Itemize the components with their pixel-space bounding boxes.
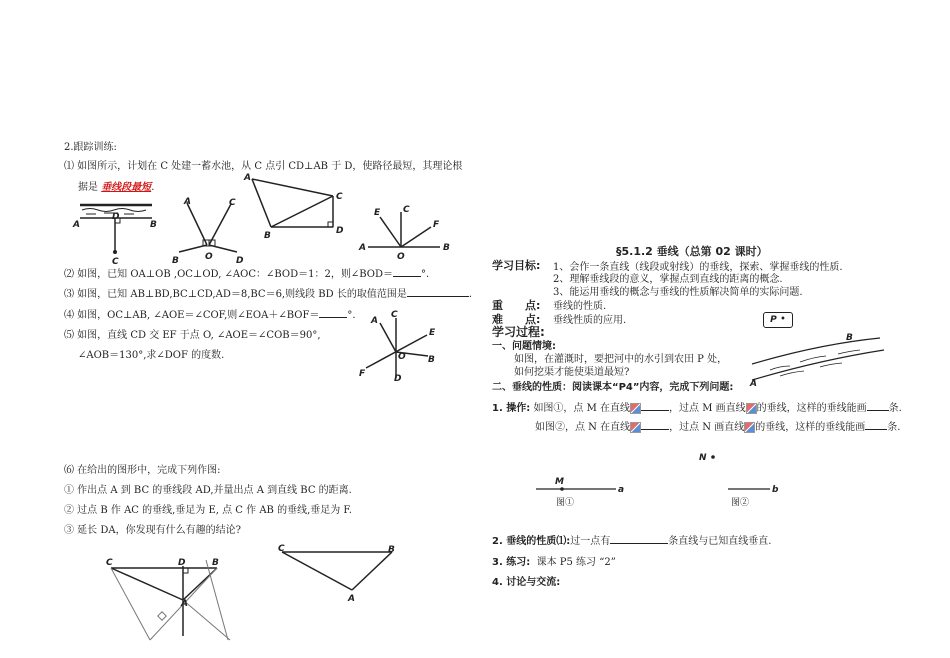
lesson-title: §5.1.2 垂线（总第 02 课时） — [616, 245, 768, 258]
fig2-label-n: N — [699, 453, 707, 463]
fig5-label-a: A — [371, 316, 378, 326]
q4-suffix: °. — [347, 310, 356, 321]
op2-text-c: 的垂线，这样的垂线能画 — [755, 422, 866, 433]
fig3-label-d: D — [336, 226, 344, 236]
fig5-label-e: E — [429, 328, 436, 338]
fig2-label-o: O — [205, 252, 213, 262]
river-label-a: A — [750, 379, 757, 389]
difficulty-label: 难 点: — [492, 313, 541, 326]
property-label: 2. 垂线的性质⑴: — [492, 536, 571, 547]
fig1-caption: 图① — [556, 498, 575, 508]
q1-answer: 垂线段最短 — [101, 182, 152, 193]
fig4-label-b: B — [443, 243, 450, 253]
channel-label-a: A — [73, 220, 80, 230]
fig4-label-a: A — [359, 243, 366, 253]
fig5-label-d: D — [394, 374, 402, 384]
property-text-a: 过一点有 — [570, 536, 611, 547]
fig5-label-f: F — [359, 369, 366, 379]
fig2-caption: 图② — [731, 498, 750, 508]
discussion-label: 4. 讨论与交流: — [492, 577, 561, 588]
q1-prefix: 据是 — [78, 182, 102, 193]
fig7-label-c: C — [278, 544, 285, 554]
exercise-row — [492, 553, 616, 568]
fig2-label-c: C — [229, 198, 236, 208]
fig6-label-a: A — [181, 599, 188, 609]
fig6-label-c: C — [106, 558, 113, 568]
op1-text-b: ，过点 M 画直线 — [669, 403, 746, 414]
q5-line1: ⑸ 如图，直线 CD 交 EF 于点 O, ∠AOE＝∠COB＝90°, — [64, 330, 321, 341]
exercise-label: 3. 练习: — [492, 557, 531, 568]
q1-line1: ⑴ 如图所示，计划在 C 处建一蓄水池，从 C 点引 CD⊥AB 于 D，使路径最短，其理论根 — [64, 161, 463, 172]
fig5-label-b: B — [428, 355, 435, 365]
op2-text-a: 如图②，点 N 在直线 — [535, 422, 631, 433]
q1-suffix: . — [151, 182, 155, 193]
channel-label-c: C — [112, 257, 119, 267]
fig2-label-d: D — [236, 256, 244, 266]
fig5-label-c: C — [391, 310, 398, 320]
q6-title: ⑹ 在给出的图形中，完成下列作图: — [64, 465, 221, 476]
fig6-label-d: D — [178, 558, 186, 568]
property-blank[interactable] — [610, 534, 668, 544]
q2-text: ⑵ 如图，已知 OA⊥OB ,OC⊥OD, ∠AOC：∠BOD＝1：2，则∠BOD＝ — [64, 269, 393, 280]
difficulty-text: 垂线性质的应用. — [553, 315, 627, 326]
op-label: 1. 操作: — [492, 403, 531, 414]
q3-text: ⑶ 如图，已知 AB⊥BD,BC⊥CD,AD＝8,BC＝6,则线段 BD 长的取值范围是 — [64, 289, 407, 300]
q6-item2: ② 过点 B 作 AC 的垂线,垂足为 E, 点 C 作 AB 的垂线,垂足为 F. — [64, 505, 352, 516]
p-box-label: P — [770, 315, 777, 325]
q3-suffix: . — [468, 289, 473, 300]
op1-text-a: 如图①，点 M 在直线 — [533, 403, 631, 414]
process-label: 学习过程: — [492, 325, 545, 339]
fig2-label-a: A — [184, 197, 191, 207]
part1-label: 一、问题情境: — [492, 341, 556, 352]
goal-2: 2、理解垂线段的意义，掌握点到直线的距离的概念. — [553, 274, 783, 285]
property-row — [492, 532, 771, 547]
q2-suffix: °. — [421, 269, 430, 280]
q4-text: ⑷ 如图，OC⊥AB, ∠AOE＝∠COF,则∠EOA＋∠BOF＝ — [64, 310, 320, 321]
fig4-label-c: C — [403, 205, 410, 215]
goals-label: 学习目标: — [492, 259, 541, 272]
fig2-label-b: b — [772, 485, 779, 495]
fig3-label-a: A — [244, 173, 251, 183]
key-text: 垂线的性质. — [553, 301, 607, 312]
fig1-label-m: M — [555, 477, 564, 487]
part1-text1: 如图，在灌溉时，要把河中的水引到农田 P 处， — [514, 354, 728, 365]
part1-text2: 如何挖渠才能使渠道最短? — [514, 367, 630, 378]
q5-line2: ∠AOB＝130°,求∠DOF 的度数. — [78, 350, 225, 361]
fig1-label-a: a — [618, 485, 625, 495]
op1-text-d: 条. — [888, 403, 902, 414]
fig5-label-o: O — [398, 352, 406, 362]
channel-label-d: D — [112, 212, 120, 222]
fig7-label-a: A — [348, 594, 355, 604]
op2-text-d: 条. — [887, 422, 901, 433]
fig4-label-e: E — [374, 208, 381, 218]
fig4-label-f: F — [433, 220, 440, 230]
channel-label-b: B — [150, 220, 157, 230]
q6-item3: ③ 延长 DA，你发现有什么有趣的结论? — [64, 525, 241, 536]
property-text-b: 条直线与已知直线垂直. — [668, 536, 772, 547]
goal-3: 3、能运用垂线的概念与垂线的性质解决简单的实际问题. — [553, 287, 803, 298]
exercise-text: 课本 P5 练习 “2” — [536, 557, 616, 568]
key-label: 重 点: — [492, 299, 541, 312]
fig2-label-b: B — [172, 256, 179, 266]
fig3-label-b: B — [264, 231, 271, 241]
q6-item1: ① 作出点 A 到 BC 的垂线段 AD,并量出点 A 到直线 BC 的距离. — [64, 485, 352, 496]
op1-text-c: 的垂线，这样的垂线能画 — [756, 403, 867, 414]
part2-label: 二、垂线的性质：阅读课本“P4”内容，完成下列问题: — [492, 382, 734, 393]
p-box: P • — [763, 312, 793, 328]
fig7-label-b: B — [388, 545, 395, 555]
goal-1: 1、会作一条直线（线段或射线）的垂线，探索、掌握垂线的性质. — [553, 262, 843, 273]
river-label-b: B — [846, 333, 853, 343]
section-heading: 2.跟踪训练: — [64, 142, 117, 153]
fig3-label-c: C — [336, 192, 343, 202]
op2-text-b: ，过点 N 画直线 — [669, 422, 745, 433]
fig4-label-o: O — [397, 252, 405, 262]
fig6-label-b: B — [212, 558, 219, 568]
